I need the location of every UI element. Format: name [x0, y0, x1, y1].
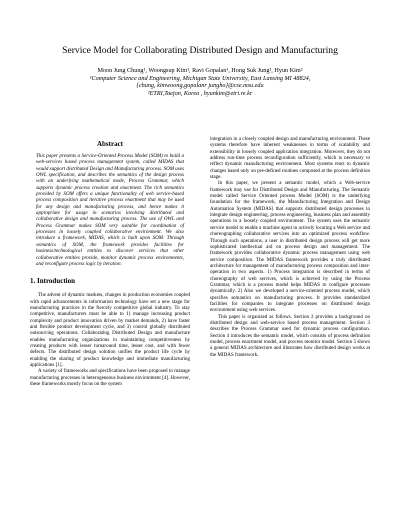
right-paragraph-1: integration in a closely coupled design and manufacturing environment. These systems therefore have inherent weaknesses in terms of scalability and extensibility in loosely coupled application integration. Moreover, they do not address run-time process reconfiguration sufficiently, which is necessary to reflect dynamic manufacturing environment. Most systems react to dynamic changes based only on pre-defined routines composed at the process definition stage.	[210, 136, 370, 181]
author-names: Moon Jung Chung¹, Woongsup Kim¹, Ravi Gopalan¹, Hong Suk Jung¹, Hyun Kim²	[97, 67, 303, 74]
author-email-1: {chung, kimwoong,gopalanr jungho}@cse.msu.edu	[136, 82, 264, 90]
abstract-paragraph: This paper presents a Service-Oriented Process Model (SOM) to build a web-services based process management system, called MIDAS that would support distributed Design and Manufacturing process. SOM uses OWL specification, and describes the semantics of the design process with an underlying mathematical mode, Process Grammar, which supports dynamic process creation and enactment. The rich semantics provided by SOM offers a unique functionality of web service-based process composition and iterative process enactment that may be used for any design and manufacturing process, and hence makes it appropriate for usage in scenarios involving distributed and collaborative design and manufacturing process. The use of OWL and Process Grammar makes SOM very suitable for coordination of processes in loosely coupled collaborative environment. We also introduce a framework, MIDAS, which is built upon SOM. Through semantics of SOM, the framework provides facilities for business/technological entities to discover services that other collaborative entities provide, monitor dynamic process environments, and reconfigure process logic by iteration.	[36, 153, 184, 267]
right-column	[210, 136, 370, 358]
right-paragraph-2: In this paper, we present a semantic model, which a Web-service framework may use for Distributed Design and Manufacturing. The Semantic model called Service Oriented process Model (SOM) is the underlying foundation for the framework, the Manufacturing Integration and Design Automation System (MIDAS) that supports distributed design processes to integrate design engineering, process engineering, business plan and assembly operations in a loosely coupled environment. The system uses the semantic service model to enable a machine agent in actively locating a Web service and choreographing collaborative services into an optimized process workflow. Through such operations, a user in distributed design process will get more sophisticated intellectual aid on process design and management. The framework provides collaborative dynamic process management using web service composition. The MIDAS framework provides a truly distributed architecture for management of manufacturing process composition and inter-operation in two aspects. 1) Process integration is described in terms of choreography of web services, which is achieved by using the Process Grammar, which is a process model helps MIDAS to configure processes dynamically. 2) Also we developed a service-oriented process model, which specifies semantics on manufacturing process. It provides standardized facilities for companies to integrate processes on distributed design environment using web services.	[210, 180, 370, 314]
left-column	[30, 136, 190, 387]
abstract-heading: Abstract	[96, 140, 124, 148]
author-affiliation-1: ¹Computer Science and Engineering, Michigan State University, East Lansing MI 48824,	[89, 74, 311, 82]
introduction-heading: 1. Introduction	[30, 277, 75, 286]
paper-title: Service Model for Collaborating Distributed Design and Manufacturing	[62, 45, 338, 56]
author-affiliation-2: ²ETRI,Taejon, Korea , hyunkim@etri.re.kr	[147, 89, 253, 97]
right-paragraph-3: This paper is organized as follows. Section 2 provides a background on distributed design and web-service based process management. Section 3 describes the Process Grammar used for dynamic process configuration. Section 4 introduces the semantic model, which consists of process definition model, process enactment model, and process monitor model. Section 5 shows a general MIDAS architecture and illustrates how distributed design works at the MIDAS framework.	[210, 313, 370, 358]
intro-paragraph-1: The advent of dynamic markets, changes in production economies coupled with rapid advancements in information technology have set a new stage for manufacturing practices in the fiercely competitive global industry. To stay competitive, manufacturers must be able to 1) manage increasing product complexity and product innovation driven by market demands, 2) have faster and flexible product development cycle, and 3) control globally distributed outsourcing operations. Collaborating Distributed Design and manufacture enables manufacturing organizations in maintaining competitiveness by creating products with lesser turnaround time, lesser cost, and with fewer defects. The distributed design solution unifies the product life cycle by enabling the sharing of product knowledge and immediate manufacturing applications [1].	[30, 292, 190, 368]
intro-paragraph-2: A variety of frameworks and specifications have been proposed to manage manufacturing processes in heterogeneous business environment [4]. However, these frameworks mostly focus on the system	[30, 368, 190, 387]
author-block	[0, 67, 400, 97]
abstract-text	[30, 153, 190, 267]
